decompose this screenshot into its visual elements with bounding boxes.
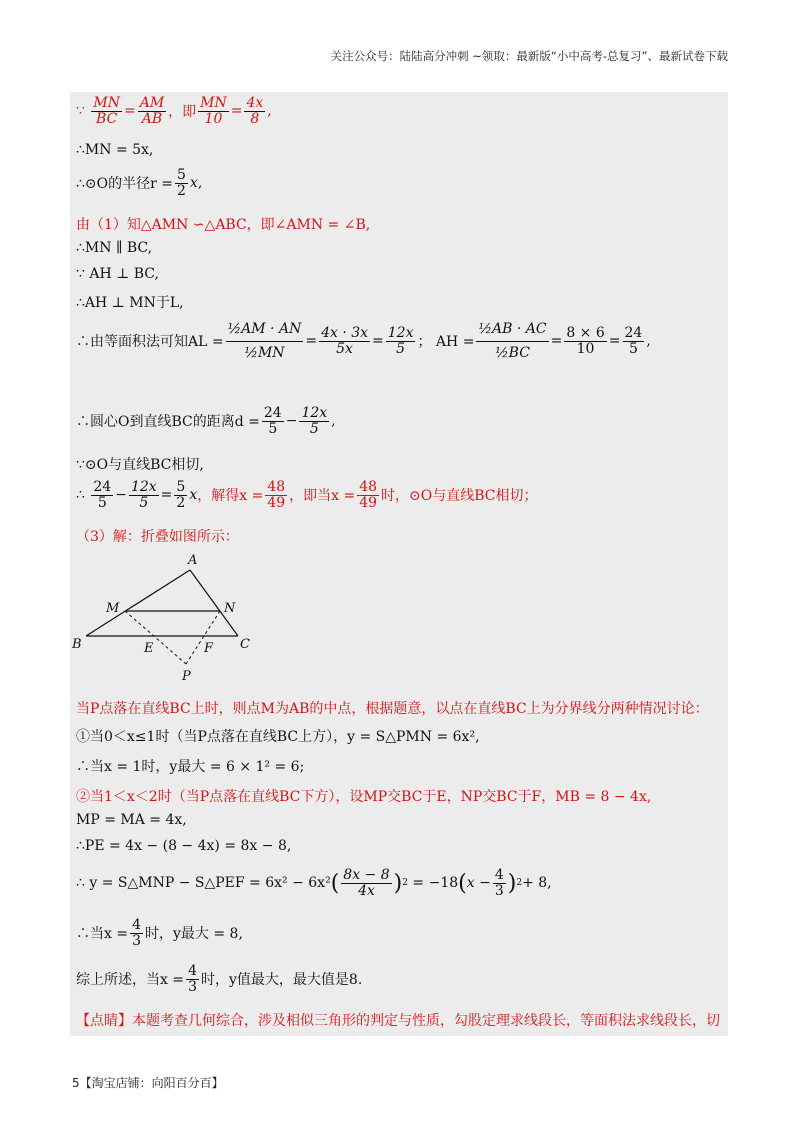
text-segment: 时，y最大 = 8, (145, 926, 243, 943)
fraction-am-ab: $\frac{AM}{AB}$ (139, 95, 165, 127)
line-4: 由（1）知△AMN ∽△ABC，即∠AMN = ∠B, (76, 217, 371, 233)
fraction-4-3-c: $\frac{4}{3}$ (188, 963, 197, 995)
fraction-5-2: $\frac{5}{2}$ (177, 167, 186, 199)
text-segment: 时，⊙O与直线BC相切； (381, 488, 538, 505)
line-2: ∴MN = 5x, (76, 142, 154, 158)
line-3: ∴⊙O的半径r = $\frac{5}{2}$ x , (76, 167, 203, 199)
line-8: ∴由等面积法可知AL = $\frac{\text{½AM · AN}}{\text{½MN}}$ = $\frac{4x \cdot 3x}{5x}$ = $\frac{12x}{5}$ ； AH = $\frac{\text{½AB · AC}}{\text{½BC}}$ = $\frac{8 \times 6}{10}$ = $\frac{24}{5}$ , (76, 321, 651, 361)
label-e: E (144, 641, 154, 656)
fraction-ah-3: $\frac{24}{5}$ (624, 325, 643, 357)
line-16: ②当1＜x＜2时（当P点落在直线BC下方），设MP交BC于E，NP交BC于F，MB = 8 − 4x, (76, 789, 652, 805)
page-header: 关注公众号：陆陆高分冲刺 ~领取：最新版“小中高考-总复习”、最新试卷下载 (330, 49, 728, 63)
fraction-mn-bc: $\frac{MN}{BC}$ (93, 95, 120, 127)
text-segment: ∴当x = (76, 926, 129, 943)
line-22: 【点睛】本题考查几何综合，涉及相似三角形的判定与性质，勾股定理求线段长，等面积法求线段长，切 (76, 1013, 720, 1029)
line-ba (86, 570, 190, 636)
fraction-al-3: $\frac{12x}{5}$ (387, 325, 414, 357)
text-segment: ∴圆心O到直线BC的距离d = (76, 414, 260, 431)
fraction-48-49: $\frac{48}{49}$ (267, 479, 286, 511)
text-segment: 综上所述，当x = (76, 972, 185, 989)
fraction-ah-2: $\frac{8 \times 6}{10}$ (566, 325, 605, 357)
therefore-symbol: ∵ (76, 103, 85, 120)
fraction-d-1: $\frac{24}{5}$ (263, 405, 282, 437)
label-p: P (182, 669, 191, 684)
label-m: M (106, 601, 120, 616)
line-19: ∴ y = S△MNP − S△PEF = 6x² − 6x² ( $\frac{8x - 8}{4x}$ ) 2 = −18 ( x − $\frac{4}{3}$ ) 2 + 8, (76, 867, 552, 899)
line-9: ∴圆心O到直线BC的距离d = $\frac{24}{5}$ − $\frac{12x}{5}$ , (76, 405, 336, 437)
line-5: ∴MN ∥ BC, (76, 240, 153, 256)
fraction-al-2: $\frac{4x \cdot 3x}{5x}$ (321, 325, 369, 357)
line-18: ∴PE = 4x − (8 − 4x) = 8x − 8, (76, 838, 292, 854)
fraction-t-2: $\frac{12x}{5}$ (130, 479, 157, 511)
text-segment: + 8, (522, 875, 552, 892)
fraction-t-1: $\frac{24}{5}$ (93, 479, 112, 511)
text-segment: ，解得x = (197, 488, 264, 505)
text-segment: ∴⊙O的半径r = (76, 176, 173, 193)
text-segment: = −18 (412, 875, 459, 892)
line-21 (76, 964, 362, 994)
line-11: ∴ $\frac{24}{5}$ − $\frac{12x}{5}$ = $\frac{5}{2}$ x ，解得x = $\frac{48}{49}$ ，即当x = $\frac{48}{49}$ 时，⊙O与直线BC相切； (76, 479, 538, 511)
fraction-t-3: $\frac{5}{2}$ (176, 479, 186, 511)
line-7: ∴AH ⊥ MN于L, (76, 295, 184, 311)
line-15: ∴当x = 1时，y最大 = 6 × 1² = 6; (76, 759, 305, 775)
label-f: F (204, 641, 214, 656)
fraction-al: $\frac{\text{½AM · AN}}{\text{½MN}}$ (227, 321, 302, 361)
text-segment: ，即当x = (289, 488, 356, 505)
text-segment: ，即 (168, 104, 197, 121)
triangle-fold-diagram (72, 548, 272, 684)
fraction-y: $\frac{8x - 8}{4x}$ (343, 867, 390, 899)
fraction-48-49-b: $\frac{48}{49}$ (359, 479, 378, 511)
text-segment: ∴ (76, 487, 85, 504)
text-segment: 时，y值最大，最大值是8. (201, 972, 363, 989)
line-mp (125, 611, 186, 664)
fraction-d-2: $\frac{12x}{5}$ (301, 405, 328, 437)
fraction-4-3-b: $\frac{4}{3}$ (132, 917, 141, 949)
text-segment: ∴由等面积法可知AL = (76, 334, 224, 351)
line-12: （3）解：折叠如图所示： (76, 529, 239, 545)
fraction-4x-8: $\frac{4x}{8}$ (246, 95, 264, 127)
fraction-mn-10: $\frac{MN}{10}$ (200, 95, 227, 127)
line-np (186, 611, 220, 664)
label-n: N (224, 601, 236, 616)
line-20 (76, 918, 243, 948)
page-footer: 5【淘宝店铺：向阳百分百】 (72, 1076, 224, 1090)
fraction-4-3: $\frac{4}{3}$ (494, 867, 504, 899)
line-13: 当P点落在直线BC上时，则点M为AB的中点，根据题意，以点在直线BC上为分界线分两种情况讨论： (76, 701, 709, 717)
label-a: A (188, 553, 198, 568)
label-c: C (240, 637, 250, 652)
text-segment: ∴ y = S△MNP − S△PEF = 6x² − 6x² (76, 875, 331, 892)
fraction-ah: $\frac{\text{½AB · AC}}{\text{½BC}}$ (478, 321, 547, 361)
label-b: B (72, 637, 82, 652)
line-17: MP = MA = 4x, (76, 812, 187, 828)
text-segment: ； AH = (417, 334, 475, 351)
line-10: ∵⊙O与直线BC相切, (76, 457, 204, 473)
line-6: ∵ AH ⊥ BC, (76, 266, 159, 282)
line-14: ①当0＜x≤1时（当P点落在直线BC上方），y = S△PMN = 6x², (76, 729, 480, 745)
line-1: ∵ $\frac{MN}{BC}$ = $\frac{AM}{AB}$ ，即 $\frac{MN}{10}$ = $\frac{4x}{8}$ , (76, 95, 272, 127)
